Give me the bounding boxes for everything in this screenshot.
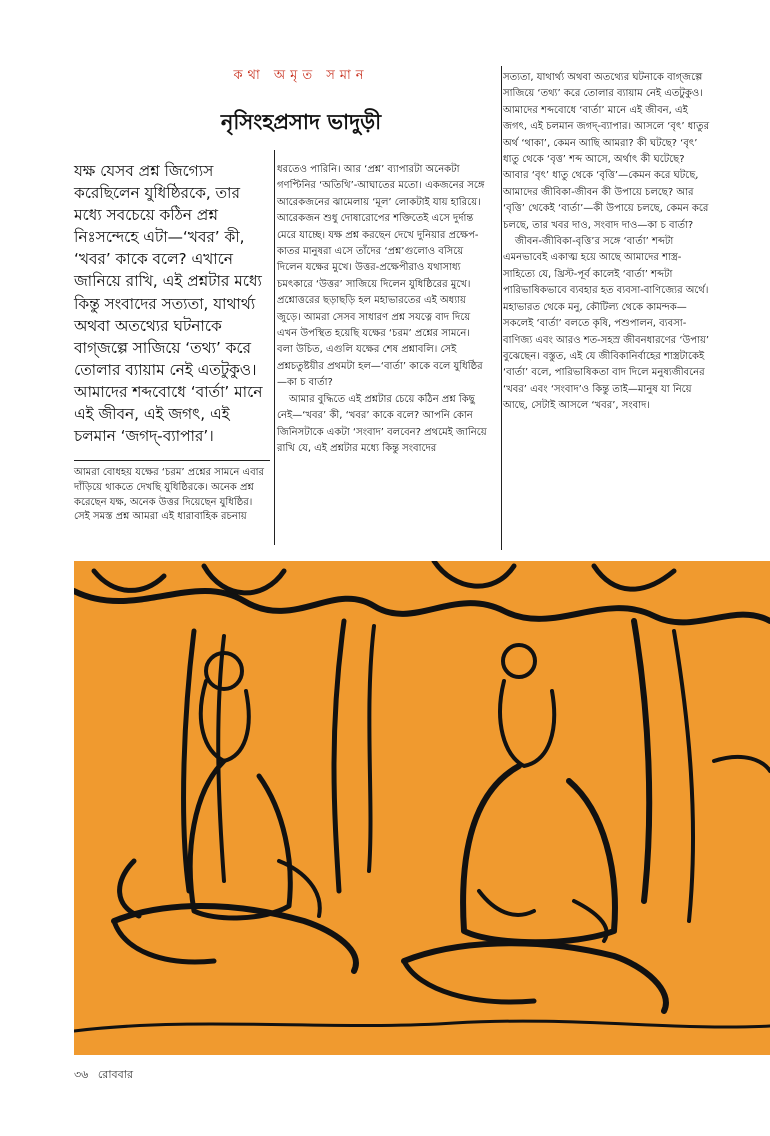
body-column-3 [503, 70, 711, 415]
body-paragraph: সত্যতা, যাথার্থ্য অথবা অতথ্যের ঘটনাকে বাগ্‌জল্পে সাজিয়ে ‘তথ্য’ করে তোলার ব্যায়াম নেই এতটুকুও। আমাদের শব্দবোধে ‘বার্তা’ মানে এই জীবন, এই জগৎ, এই চলমান জগদ্‌-ব্যাপার। আসলে ‘বৃৎ’ ধাতুর অর্থ ‘থাকা’, কেমন আছি আমরা? কী ঘটছে? ‘বৃৎ’ ধাতু থেকে ‘বৃত্ত’ শব্দ আসে, অর্থাৎ কী ঘটেছে? আবার ‘বৃৎ’ ধাতু থেকে ‘বৃত্তি’—কেমন করে ঘটছে, আমাদের জীবিকা-জীবন কী উপায়ে চলছে? আর ‘বৃত্তি’ থেকেই ‘বার্তা’—কী উপায়ে চলছে, কেমন করে চলছে, তার খবর দাও, সংবাদ দাও—কা চ বার্তা? [503, 72, 710, 231]
lead-divider [74, 460, 270, 461]
column-rule-left [274, 150, 275, 545]
column-rule-right [501, 66, 502, 550]
body-paragraph: ধরতেও পারিনি। আর ‘প্রশ্ন’ ব্যাপারটা অনেকটা গণপ্টিনির ‘অতিথি’-আঘাতের মতো। একজনের সঙ্গে আরেকজনের ঝামেলায় ‘মূল’ লোকটাই যায় হারিয়ে। আরেকজন শুধু দোষারোপের শক্তিতেই এসে দুর্দান্ত মেরে যাচ্ছে। যক্ষ প্রশ্ন করছেন দেখে দুনিয়ার প্রক্ষেপ-কাতর মানুষরা এসে তাঁদের ‘প্রশ্ন’গুলোও বসিয়ে দিলেন যক্ষের মুখে। উত্তর-প্রক্ষেপীরাও যথাসাধ্য চমৎকারে ‘উত্তর’ সাজিয়ে দিলেন যুধিষ্ঠিরের মুখে। প্রশ্নোত্তরের ছড়াছড়ি হল মহাভারতের এই অধ্যায় জুড়ে। আমরা সেসব সাধারণ প্রশ্ন সযত্নে বাদ দিয়ে এখন উপস্থিত হয়েছি যক্ষের ‘চরম’ প্রশ্নের সামনে। বলা উচিত, এগুলি যক্ষের শেষ প্রশ্নাবলি। সেই প্রশ্নচতুষ্টয়ীর প্রথমটা হল—‘বার্তা’ কাকে বলে যুধিষ্ঠির—কা চ বার্তা? [277, 164, 485, 389]
body-column-2 [277, 162, 487, 457]
body-paragraph: আমার বুদ্ধিতে এই প্রশ্নটার চেয়ে কঠিন প্রশ্ন কিছু নেই—‘খবর’ কী, ‘খবর’ কাকে বলে? আপনি কোন জিনিসটাকে একটা ‘সংবাদ’ বলবেন? প্রথমেই জানিয়ে রাখি যে, এই প্রশ্নটার মধ্যে কিন্তু সংবাদের [277, 393, 487, 454]
magazine-name: রোববার [97, 1068, 134, 1081]
illustration [74, 561, 770, 1055]
body-column-1: আমরা বোধহয় যক্ষের ‘চরম’ প্রশ্নের সামনে এবার দাঁড়িয়ে থাকতে দেখছি যুধিষ্ঠিরকে। অনেক প্রশ্ন করেছেন যক্ষ, অনেক উত্তর দিয়েছেন যুধিষ্ঠির। সেই সমস্ত প্রশ্ন আমরা এই ধারাবাহিক রচনায় [74, 467, 265, 523]
page-number: ৩৬ [74, 1068, 89, 1081]
author-name: নৃসিংহপ্রসাদ ভাদুড়ী [220, 110, 382, 134]
lead-paragraph: যক্ষ যেসব প্রশ্ন জিগ্যেস করেছিলেন যুধিষ্ঠিরকে, তার মধ্যে সবচেয়ে কঠিন প্রশ্ন নিঃসন্দেহে এটা—‘খবর’ কী, ‘খবর’ কাকে বলে? এখানে জানিয়ে রাখি, এই প্রশ্নটার মধ্যে কিন্তু সংবাদের সত্যতা, যাথার্থ্য অথবা অতথ্যের ঘটনাকে বাগ্‌জল্পে সাজিয়ে ‘তথ্য’ করে তোলার ব্যায়াম নেই এতটুকুও। আমাদের শব্দবোধে ‘বার্তা’ মানে এই জীবন, এই জগৎ, এই চলমান ‘জগদ্‌-ব্যাপার’। [74, 162, 263, 446]
series-title: কথা অমৃত সমান [233, 68, 369, 83]
body-paragraph: জীবন-জীবিকা-বৃত্তি’র সঙ্গে ‘বার্তা’ শব্দটা এমনভাবেই একাত্ম হয়ে আছে আমাদের শাস্ত্র-সাহিত্যে যে, খ্রিস্ট-পূর্ব কালেই ‘বার্তা’ শব্দটা পারিভাষিকভাবে ব্যবহার হত ব্যবসা-বাণিজ্যের অর্থে। মহাভারত থেকে মনু, কৌটিল্য থেকে কামন্দক—সকলেই ‘বার্তা’ বলতে কৃষি, পশুপালন, ব্যবসা-বাণিজ্য এবং আরও শত-সহস্র জীবনধারণের ‘উপায়’ বুঝেছেন। বস্তুত, এই যে জীবিকানির্বাহের শাস্ত্রটাকেই ‘বার্তা’ বলে, পারিভাষিকতা বাদ দিলে মনুষ্যজীবনের ‘খবর’ এবং ‘সংবাদ’ও কিন্তু তাই—মানুষ যা নিয়ে আছে, সেটাই আসলে ‘খবর’, সংবাদ। [503, 236, 710, 412]
page-footer [74, 1066, 139, 1085]
two-sages-ink-drawing [74, 561, 770, 1055]
